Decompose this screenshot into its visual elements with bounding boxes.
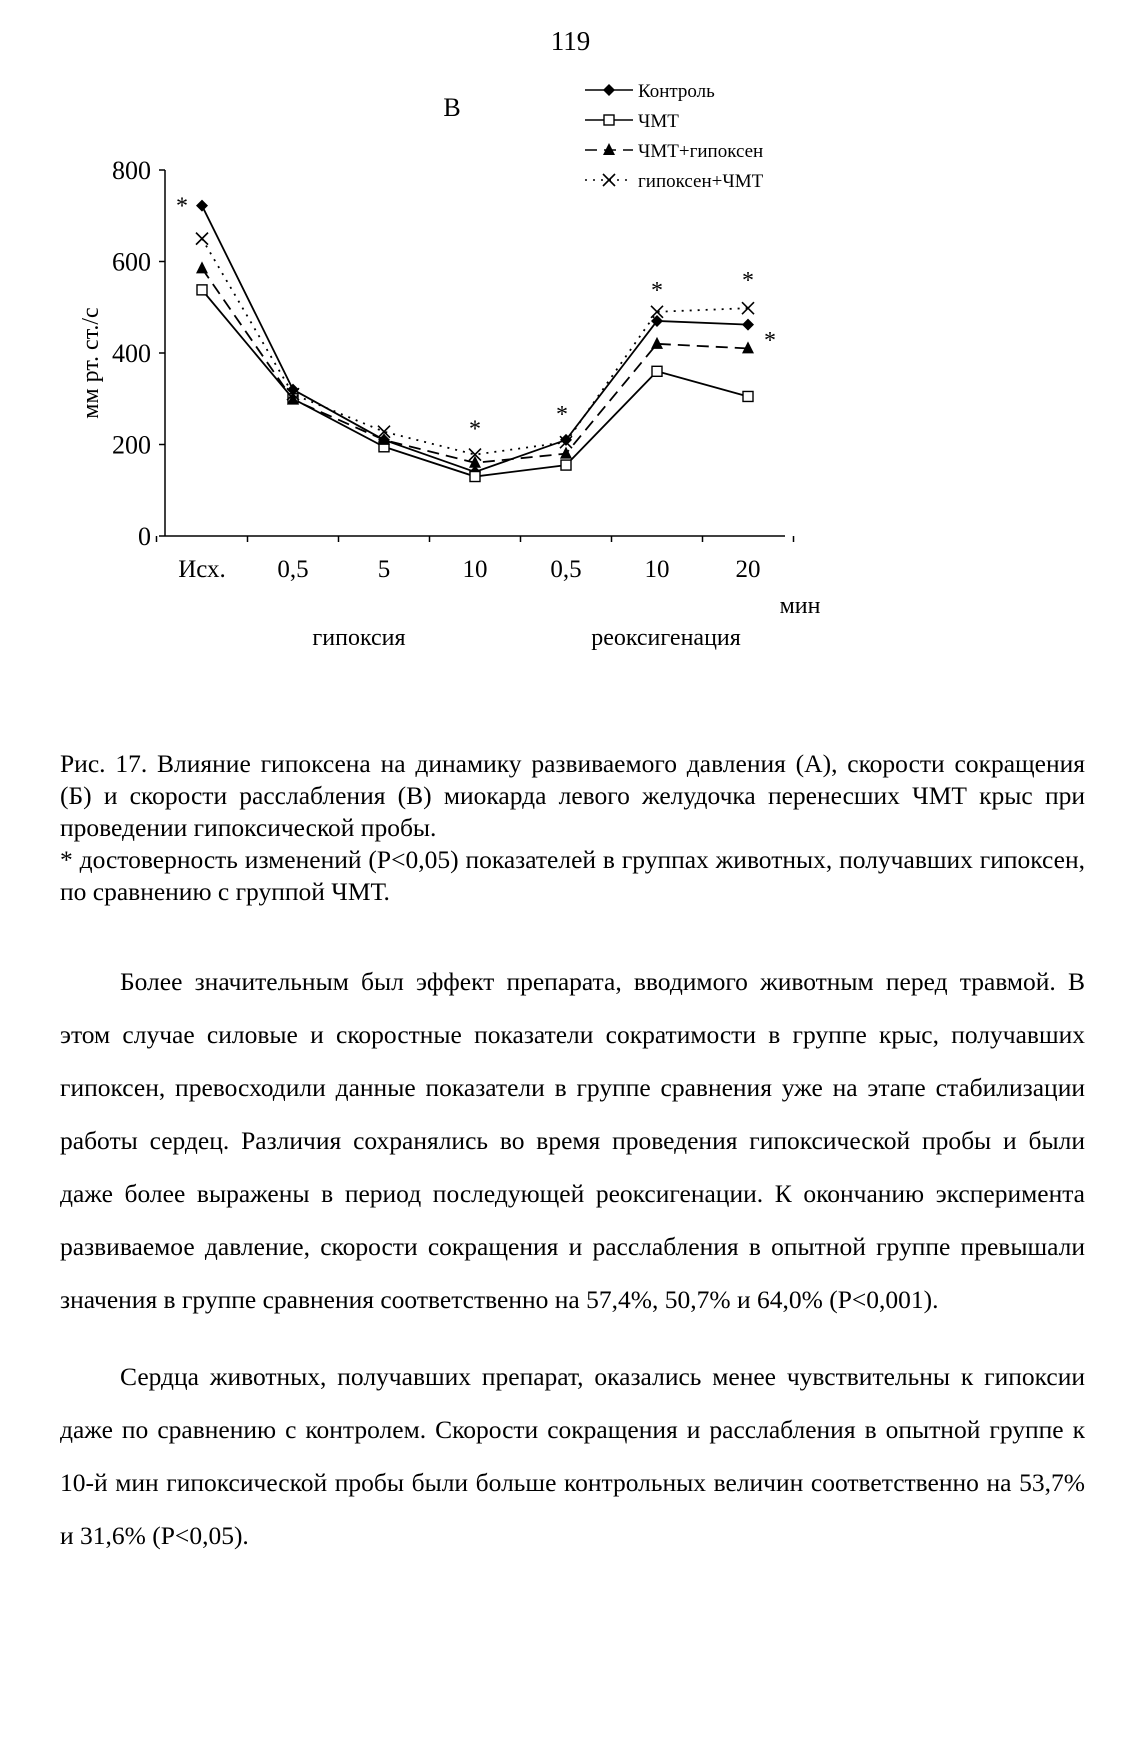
legend-marker — [603, 84, 615, 96]
significance-mark: * — [764, 328, 776, 355]
x-unit-label: мин — [779, 593, 821, 619]
data-point — [742, 319, 754, 331]
legend-label: ЧМТ — [638, 111, 679, 132]
data-point — [651, 337, 663, 349]
legend-item — [585, 81, 715, 102]
series-line — [202, 290, 748, 477]
data-point — [196, 261, 208, 273]
data-point — [196, 233, 208, 245]
caption-footnote: * достоверность изменений (P<0,05) показателей в группах животных, получавших гипоксен, по сравнению с группой ЧМТ. — [60, 845, 1085, 906]
y-axis-label: мм рт. ст./с — [78, 307, 104, 419]
legend-label: Контроль — [638, 81, 715, 102]
y-tick-label: 400 — [112, 339, 151, 368]
x-tick-label: 10 — [644, 556, 670, 583]
legend-item — [585, 141, 763, 162]
y-tick-label: 200 — [112, 430, 151, 460]
x-tick-label: Исх. — [178, 556, 226, 583]
x-tick-label: 5 — [377, 556, 391, 583]
data-point — [652, 366, 662, 376]
phase-label-hypoxia: гипоксия — [312, 625, 406, 651]
significance-mark: * — [556, 401, 568, 428]
legend-item — [585, 111, 679, 132]
data-point — [197, 285, 207, 295]
data-point — [196, 200, 208, 212]
x-tick-label: 10 — [462, 556, 488, 583]
data-point — [560, 447, 572, 459]
body-text — [60, 955, 1085, 1562]
paragraph-1: Более значительным был эффект препарата, вводимого животным перед травмой. В этом случае силовые и скоростные показатели сократимости в группе крыс, получавших гипоксен, превосходили данные показатели в группе сравнения уже на этапе стабилизации работы сердец. Различия сохранялись во время проведения гипоксической пробы и были даже более выражены в период последующей реоксигенации. К окончанию эксперимента развиваемое давление, скорости сокращения и расслабления в опытной группе превышали значения в группе сравнения соответственно на 57,4%, 50,7% и 64,0% (P<0,001). — [60, 967, 1085, 1314]
legend-marker — [603, 143, 615, 155]
legend-label: ЧМТ+гипоксен — [638, 141, 764, 162]
chart-axes — [112, 156, 794, 583]
page-number: 119 — [550, 26, 591, 56]
data-point — [561, 460, 571, 470]
y-tick-label: 600 — [112, 247, 151, 277]
legend-item — [585, 171, 764, 192]
legend-label: гипоксен+ЧМТ — [638, 171, 764, 192]
x-tick-label: 0,5 — [277, 556, 309, 583]
significance-mark: * — [651, 277, 663, 304]
caption-main: Рис. 17. Влияние гипоксена на динамику развиваемого давления (А), скорости сокращения (Б) и скорости расслабления (В) миокарда левого желудочка перенесших ЧМТ крыс при проведении гипоксической пробы. — [60, 749, 1085, 842]
x-tick-label: 0,5 — [550, 556, 582, 583]
phase-label-reoxygenation: реоксигенация — [591, 625, 741, 651]
series-2 — [197, 285, 753, 482]
legend-marker — [604, 115, 614, 125]
significance-mark: * — [742, 268, 754, 295]
figure-caption — [60, 748, 1085, 908]
legend-marker — [603, 174, 615, 186]
panel-label: В — [443, 93, 461, 122]
x-tick-label: 20 — [735, 556, 761, 583]
data-point — [470, 472, 480, 482]
y-tick-label: 800 — [112, 156, 151, 185]
data-point — [742, 302, 754, 314]
y-tick-label: 0 — [138, 522, 151, 551]
line-chart — [60, 80, 880, 720]
paragraph-2: Сердца животных, получавших препарат, оказались менее чувствительны к гипоксии даже по сравнению с контролем. Скорости сокращения и расслабления в опытной группе к 10-й мин гипоксической пробы были больше контрольных величин соответственно на 53,7% и 31,6% (P<0,05). — [60, 1362, 1085, 1550]
chart-legend — [585, 81, 764, 192]
data-point — [743, 391, 753, 401]
significance-mark: * — [469, 416, 481, 443]
significance-mark: * — [176, 193, 188, 220]
